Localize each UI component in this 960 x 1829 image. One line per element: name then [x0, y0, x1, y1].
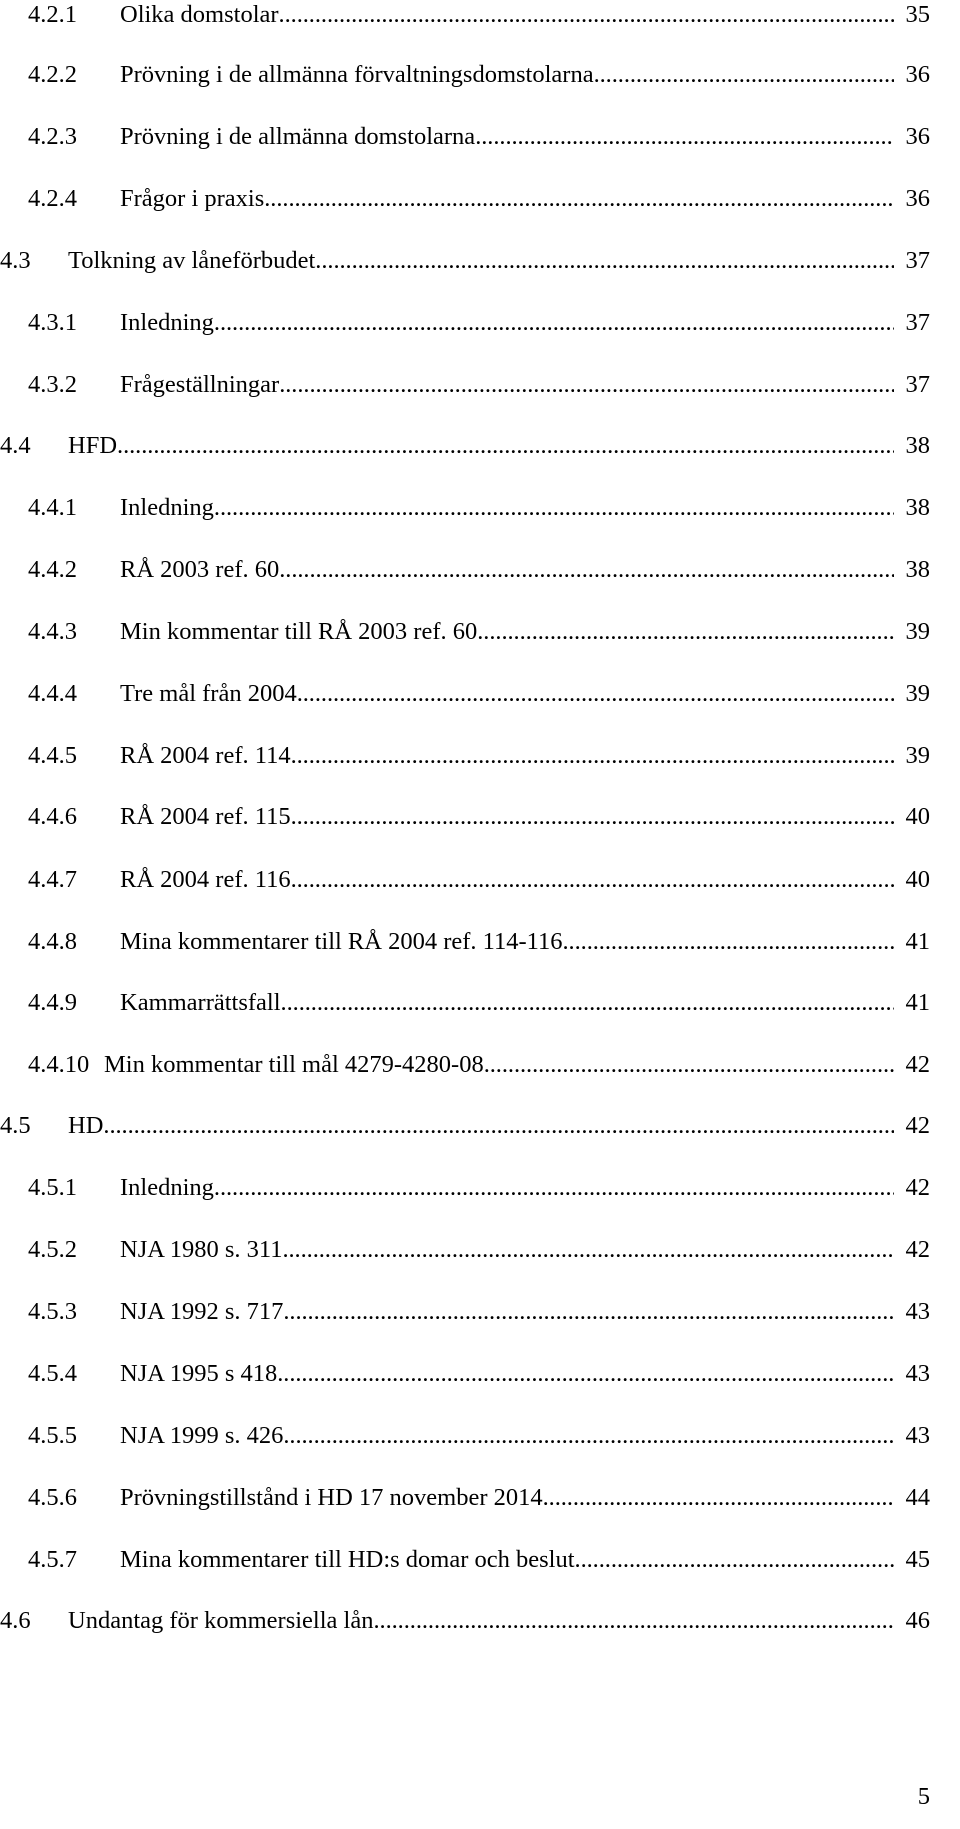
section-number: 4.2.3 [28, 123, 77, 150]
page-ref: 42 [905, 1112, 930, 1139]
page-ref: 38 [905, 494, 930, 521]
entry-title-text: Inledning [120, 1174, 214, 1201]
section-number: 4.4.6 [28, 803, 77, 830]
entry-title-text: Tre mål från 2004 [120, 680, 297, 707]
entry-title [120, 1230, 894, 1270]
toc-entry[interactable] [0, 1601, 930, 1641]
dot-leader [484, 1045, 894, 1085]
toc-entry[interactable] [0, 1106, 930, 1146]
entry-title-text: Prövningstillstånd i HD 17 november 2014 [120, 1484, 543, 1511]
toc-entry[interactable] [0, 1540, 930, 1580]
section-number: 4.4 [0, 432, 31, 459]
toc-entry[interactable] [0, 1045, 930, 1085]
entry-title [120, 736, 894, 776]
dot-leader [103, 1106, 894, 1146]
page-ref: 39 [905, 618, 930, 645]
section-number: 4.5.1 [28, 1174, 77, 1201]
entry-title [120, 303, 894, 343]
entry-title-text: HFD [68, 432, 118, 459]
dot-leader [297, 674, 894, 714]
toc-entry[interactable] [0, 303, 930, 343]
toc-entry[interactable] [0, 550, 930, 590]
toc-entry[interactable] [0, 365, 930, 405]
entry-title-text: Prövning i de allmänna förvaltningsdomstolarna [120, 61, 594, 88]
page-ref: 44 [905, 1484, 930, 1511]
entry-title-text: NJA 1992 s. 717 [120, 1298, 284, 1325]
section-number: 4.4.2 [28, 556, 77, 583]
dot-leader [575, 1540, 894, 1580]
entry-title [120, 983, 894, 1023]
dot-leader [281, 983, 894, 1023]
page-ref: 41 [905, 989, 930, 1016]
entry-title-text: Inledning [120, 309, 214, 336]
page-ref: 43 [905, 1422, 930, 1449]
dot-leader [475, 117, 894, 157]
dot-leader [214, 488, 894, 528]
page-ref: 38 [905, 556, 930, 583]
entry-title [68, 241, 894, 281]
entry-title [68, 1601, 894, 1641]
section-number: 4.3.2 [28, 371, 77, 398]
dot-leader [291, 797, 894, 837]
section-number: 4.4.3 [28, 618, 77, 645]
page-ref: 39 [905, 742, 930, 769]
toc-entry[interactable] [0, 612, 930, 652]
section-number: 4.5.3 [28, 1298, 77, 1325]
dot-leader [283, 1292, 894, 1332]
entry-title-text: NJA 1999 s. 426 [120, 1422, 284, 1449]
section-number: 4.5.2 [28, 1236, 77, 1263]
toc-entry[interactable] [0, 179, 930, 219]
entry-title-text: Mina kommentarer till RÅ 2004 ref. 114-116 [120, 928, 563, 955]
page-ref: 40 [905, 866, 930, 893]
toc-entry[interactable] [0, 860, 930, 900]
entry-title [120, 488, 894, 528]
entry-title-text: Min kommentar till RÅ 2003 ref. 60 [120, 618, 478, 645]
entry-title-text: Min kommentar till mål 4279-4280-08 [104, 1051, 484, 1078]
page-ref: 40 [905, 803, 930, 830]
entry-title [68, 1106, 894, 1146]
dot-leader [283, 1416, 894, 1456]
page-ref: 43 [905, 1360, 930, 1387]
entry-title [120, 179, 894, 219]
dot-leader [373, 1601, 894, 1641]
entry-title [120, 1354, 894, 1394]
entry-title [120, 797, 894, 837]
entry-title-text: Frågor i praxis [120, 185, 265, 212]
entry-title [68, 426, 894, 466]
section-number: 4.2.2 [28, 61, 77, 88]
section-number: 4.4.10 [28, 1051, 90, 1078]
entry-title-text: Undantag för kommersiella lån [68, 1607, 374, 1634]
entry-title-text: Prövning i de allmänna domstolarna [120, 123, 476, 150]
section-number: 4.3 [0, 247, 31, 274]
entry-title [120, 55, 894, 95]
toc-entry[interactable] [0, 1478, 930, 1518]
dot-leader [282, 1230, 894, 1270]
section-number: 4.3.1 [28, 309, 77, 336]
entry-title-text: Inledning [120, 494, 214, 521]
toc-entry[interactable] [0, 426, 930, 466]
page-ref: 37 [905, 309, 930, 336]
page-ref: 42 [905, 1174, 930, 1201]
toc-entry[interactable] [0, 488, 930, 528]
entry-title [120, 922, 894, 962]
dot-leader [477, 612, 894, 652]
dot-leader [214, 1168, 894, 1208]
toc-entry[interactable] [0, 117, 930, 157]
entry-title-text: Kammarrättsfall [120, 989, 281, 1016]
dot-leader [291, 860, 894, 900]
dot-leader [594, 55, 894, 95]
toc-entry[interactable] [0, 1354, 930, 1394]
entry-title [120, 365, 894, 405]
entry-title-text: RÅ 2004 ref. 115 [120, 803, 291, 830]
section-number: 4.4.1 [28, 494, 77, 521]
section-number: 4.4.7 [28, 866, 77, 893]
dot-leader [543, 1478, 894, 1518]
page-ref: 36 [905, 123, 930, 150]
entry-title [120, 860, 894, 900]
entry-title-text: NJA 1980 s. 311 [120, 1236, 283, 1263]
entry-title-text: RÅ 2004 ref. 116 [120, 866, 291, 893]
entry-title-text: Frågeställningar [120, 371, 280, 398]
toc-entry[interactable] [0, 674, 930, 714]
dot-leader [279, 550, 894, 590]
entry-title [120, 117, 894, 157]
toc-entry[interactable] [0, 922, 930, 962]
section-number: 4.6 [0, 1607, 31, 1634]
toc-entry[interactable] [0, 0, 930, 35]
entry-title-text: NJA 1995 s 418 [120, 1360, 278, 1387]
entry-title [120, 1540, 894, 1580]
entry-title [120, 0, 894, 35]
entry-title-text: Olika domstolar [120, 1, 279, 28]
section-number: 4.4.4 [28, 680, 77, 707]
dot-leader [291, 736, 894, 776]
toc-entry[interactable] [0, 55, 930, 95]
toc-entry[interactable] [0, 797, 930, 837]
entry-title [120, 612, 894, 652]
section-number: 4.4.9 [28, 989, 77, 1016]
entry-title [104, 1045, 894, 1085]
dot-leader [279, 365, 894, 405]
section-number: 4.2.4 [28, 185, 77, 212]
toc-entry[interactable] [0, 1292, 930, 1332]
page-ref: 46 [905, 1607, 930, 1634]
dot-leader [277, 1354, 894, 1394]
page-ref: 35 [905, 1, 930, 28]
toc-entry[interactable] [0, 983, 930, 1023]
section-number: 4.5.5 [28, 1422, 77, 1449]
page-ref: 42 [905, 1051, 930, 1078]
entry-title-text: RÅ 2004 ref. 114 [120, 742, 291, 769]
toc-entry[interactable] [0, 1416, 930, 1456]
section-number: 4.2.1 [28, 1, 77, 28]
entry-title [120, 1168, 894, 1208]
section-number: 4.5.4 [28, 1360, 77, 1387]
entry-title [120, 1478, 894, 1518]
entry-title-text: Mina kommentarer till HD:s domar och beslut [120, 1546, 575, 1573]
dot-leader [279, 0, 894, 35]
toc-entry[interactable] [0, 736, 930, 776]
entry-title-text: Tolkning av låneförbudet [68, 247, 316, 274]
dot-leader [563, 922, 895, 962]
page-ref: 45 [905, 1546, 930, 1573]
dot-leader [264, 179, 894, 219]
page-number: 5 [917, 1783, 930, 1810]
section-number: 4.4.5 [28, 742, 77, 769]
dot-leader [315, 241, 894, 281]
page-ref: 41 [905, 928, 930, 955]
page-ref: 38 [905, 432, 930, 459]
section-number: 4.5.7 [28, 1546, 77, 1573]
entry-title-text: HD [68, 1112, 104, 1139]
page-ref: 36 [905, 185, 930, 212]
section-number: 4.4.8 [28, 928, 77, 955]
entry-title [120, 550, 894, 590]
section-number: 4.5.6 [28, 1484, 77, 1511]
entry-title-text: RÅ 2003 ref. 60 [120, 556, 280, 583]
toc-entry[interactable] [0, 241, 930, 281]
page-ref: 37 [905, 371, 930, 398]
page-ref: 36 [905, 61, 930, 88]
entry-title [120, 1416, 894, 1456]
page-ref: 37 [905, 247, 930, 274]
dot-leader [117, 426, 894, 466]
entry-title [120, 674, 894, 714]
toc-entry[interactable] [0, 1168, 930, 1208]
dot-leader [214, 303, 894, 343]
entry-title [120, 1292, 894, 1332]
section-number: 4.5 [0, 1112, 31, 1139]
page-ref: 42 [905, 1236, 930, 1263]
page-ref: 39 [905, 680, 930, 707]
page-ref: 43 [905, 1298, 930, 1325]
toc-entry[interactable] [0, 1230, 930, 1270]
